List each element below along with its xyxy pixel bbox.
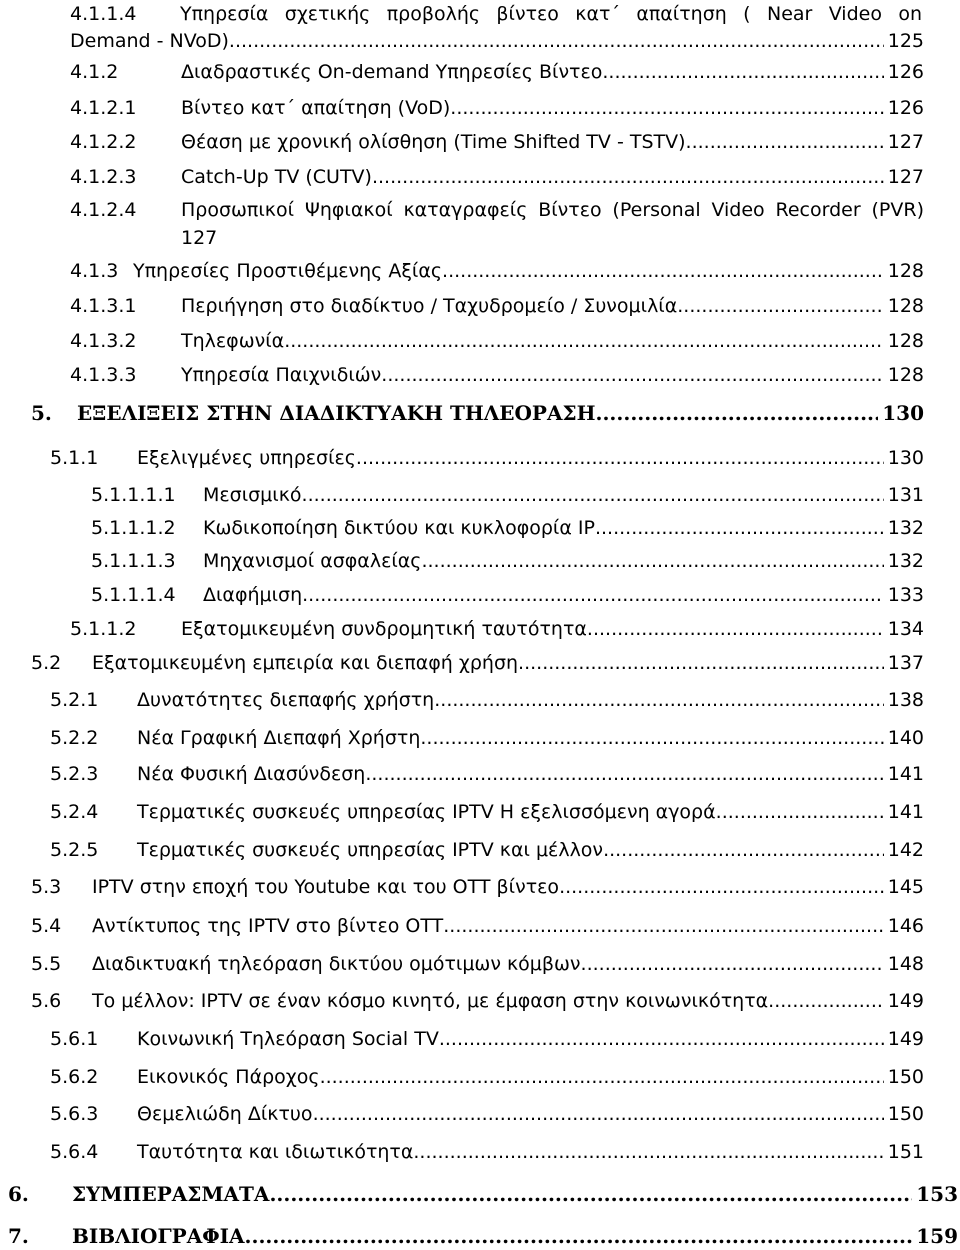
toc-entry-number: 5.1.1 [50, 447, 99, 469]
toc-chapter [8, 1222, 958, 1250]
toc-entry-page: 128 [887, 295, 924, 317]
dot-leader [439, 1025, 884, 1053]
toc-entry-title: Ταυτότητα και ιδιωτικότητα [137, 1141, 414, 1163]
toc-entry-title: Το μέλλον: IPTV σε έναν κόσμο κινητό, με έμφαση στην κοινωνικότητα [92, 990, 769, 1012]
toc-entry [91, 581, 924, 609]
dot-leader [245, 1222, 913, 1250]
dot-leader [768, 987, 884, 1015]
toc-entry [50, 1138, 924, 1166]
toc-entry-title: Κοινωνική Τηλεόραση Social TV [137, 1028, 439, 1050]
toc-entry-page: 141 [887, 763, 924, 785]
toc-entry-number: 5.2.5 [50, 839, 99, 861]
toc-entry-page: 126 [887, 61, 924, 83]
dot-leader [420, 724, 883, 752]
dot-leader [686, 128, 884, 156]
toc-entry-title: Εξατομικευμένη συνδρομητική ταυτότητα [181, 618, 587, 640]
toc-entry [31, 649, 924, 677]
toc-entry [70, 257, 924, 285]
toc-entry-page: 127 [887, 131, 924, 153]
toc-entry [31, 912, 924, 940]
toc-entry-page: 126 [887, 97, 924, 119]
toc-entry-title: Τερματικές συσκευές υπηρεσίας IPTV και μέλλον [137, 839, 604, 861]
toc-entry [50, 760, 924, 788]
toc-entry-number: 5. [31, 401, 52, 425]
toc-entry-title: ΣΥΜΠΕΡΑΣΜΑΤΑ [72, 1182, 270, 1206]
toc-entry-number: 5.1.1.1.3 [91, 550, 176, 572]
toc-entry-page: 132 [887, 517, 924, 539]
toc-entry-number: 5.1.1.2 [70, 618, 137, 640]
dot-leader [450, 94, 883, 122]
toc-entry-title: Διαδικτυακή τηλεόραση δικτύου ομότιμων κόμβων [92, 953, 581, 975]
toc-entry-title: Δυνατότητες διεπαφής χρήστη [137, 689, 435, 711]
toc-entry [70, 361, 924, 389]
toc-entry-number: 5.2.1 [50, 689, 99, 711]
dot-leader [365, 760, 883, 788]
toc-entry-title: Τηλεφωνία [181, 330, 285, 352]
toc-entry-number: 5.6.2 [50, 1066, 99, 1088]
toc-entry-title: ΕΞΕΛΙΞΕΙΣ ΣΤΗΝ ΔΙΑΔΙΚΤΥΑΚΗ ΤΗΛΕΟΡΑΣΗ [77, 401, 596, 425]
dot-leader [269, 1180, 912, 1208]
toc-entry-title: Υπηρεσία σχετικής προβολής βίντεο κατ΄ απαίτηση ( Near Video on [180, 3, 922, 25]
dot-leader [596, 399, 879, 427]
toc-entry-title: Εξατομικευμένη εμπειρία και διεπαφή χρήση [92, 652, 519, 674]
toc-entry-title: Υπηρεσίες Προστιθέμενης Αξίας [133, 260, 443, 282]
toc-entry-title: Νέα Γραφική Διεπαφή Χρήστη [137, 727, 421, 749]
dot-leader [372, 163, 884, 191]
dot-leader [581, 950, 884, 978]
toc-entry-number: 4.1.3.1 [70, 295, 137, 317]
toc-entry-page: 140 [887, 727, 924, 749]
toc-entry [70, 292, 924, 320]
toc-chapter [8, 1180, 958, 1208]
toc-entry-page: 130 [882, 401, 924, 425]
toc-entry-number: 5.6 [31, 990, 62, 1012]
dot-leader [518, 649, 884, 677]
toc-entry-number: 5.6.1 [50, 1028, 99, 1050]
toc-entry [70, 615, 924, 643]
toc-entry-title: Εξελιγμένες υπηρεσίες [137, 447, 356, 469]
toc-entry-number: 5.2.3 [50, 763, 99, 785]
dot-leader [603, 836, 884, 864]
dot-leader [587, 615, 884, 643]
dot-leader [716, 798, 884, 826]
toc-entry-number: 5.6.4 [50, 1141, 99, 1163]
toc-entry-page: 128 [887, 260, 924, 282]
dot-leader [421, 547, 883, 575]
toc-entry-title: Υπηρεσία Παιχνιδιών [181, 364, 382, 386]
dot-leader [442, 257, 884, 285]
toc-entry-page: 132 [887, 550, 924, 572]
toc-entry [91, 481, 924, 509]
toc-entry [31, 873, 924, 901]
toc-entry-title: Νέα Φυσική Διασύνδεση [137, 763, 366, 785]
toc-entry [70, 196, 924, 224]
toc-entry-title: Μηχανισμοί ασφαλείας [203, 550, 422, 572]
dot-leader [229, 27, 884, 55]
toc-entry [31, 950, 924, 978]
dot-leader [559, 873, 884, 901]
toc-entry-title: Κωδικοποίηση δικτύου και κυκλοφορία IP [203, 517, 595, 539]
toc-entry-page: 130 [887, 447, 924, 469]
toc-entry-title: Μεσισμικό [203, 484, 302, 506]
toc-entry [70, 58, 924, 86]
toc-entry-page: 148 [887, 953, 924, 975]
toc-entry-number: 7. [8, 1224, 29, 1248]
dot-leader [302, 481, 884, 509]
toc-entry-title: Θέαση με χρονική ολίσθηση (Time Shifted TV - TSTV) [181, 131, 686, 153]
toc-entry-number: 4.1.2.4 [70, 199, 137, 221]
toc-entry-number: 5.4 [31, 915, 62, 937]
toc-entry-page: 127 [887, 166, 924, 188]
toc-entry [91, 547, 924, 575]
toc-entry-title: Περιήγηση στο διαδίκτυο / Ταχυδρομείο / Συνομιλία [181, 295, 678, 317]
dot-leader [381, 361, 883, 389]
toc-entry-page: 150 [887, 1066, 924, 1088]
dot-leader [313, 1100, 884, 1128]
toc-entry-continuation [70, 27, 924, 55]
toc-entry-page: 125 [887, 30, 924, 52]
toc-entry-page-wrapped [181, 224, 217, 252]
toc-entry-page: 127 [181, 227, 218, 249]
dot-leader [602, 58, 883, 86]
dot-leader [284, 327, 884, 355]
toc-entry-number: 5.1.1.1.2 [91, 517, 176, 539]
toc-entry-number: 5.2 [31, 652, 62, 674]
toc-entry-number: 5.5 [31, 953, 62, 975]
toc-entry-page: 149 [887, 990, 924, 1012]
toc-entry-number: 4.1.2.3 [70, 166, 137, 188]
toc-entry [50, 836, 924, 864]
dot-leader [595, 514, 884, 542]
toc-entry [70, 128, 924, 156]
toc-entry [50, 1100, 924, 1128]
toc-entry [91, 514, 924, 542]
toc-entry [31, 987, 924, 1015]
toc-entry-number: 6. [8, 1182, 29, 1206]
toc-entry [50, 724, 924, 752]
toc-entry-title: Demand - NVoD) [70, 30, 229, 52]
toc-entry [70, 94, 924, 122]
toc-entry-number: 4.1.2.1 [70, 97, 137, 119]
toc-entry-page: 149 [887, 1028, 924, 1050]
toc-entry [70, 0, 922, 28]
toc-entry [70, 163, 924, 191]
toc-entry-page: 137 [887, 652, 924, 674]
toc-entry [50, 444, 924, 472]
toc-entry-number: 4.1.3.2 [70, 330, 137, 352]
toc-entry-number: 4.1.1.4 [70, 3, 137, 25]
toc-entry-number: 4.1.2.2 [70, 131, 137, 153]
dot-leader [320, 1063, 884, 1091]
toc-entry-page: 134 [887, 618, 924, 640]
toc-entry [50, 798, 924, 826]
toc-entry-title: Διαδραστικές On-demand Υπηρεσίες Βίντεο [181, 61, 603, 83]
toc-entry-number: 5.6.3 [50, 1103, 99, 1125]
toc-chapter [31, 399, 924, 427]
dot-leader [443, 912, 883, 940]
toc-entry [70, 327, 924, 355]
toc-entry [50, 1063, 924, 1091]
toc-entry-page: 128 [887, 330, 924, 352]
toc-entry-title: Τερματικές συσκευές υπηρεσίας IPTV Η εξελισσόμενη αγορά [137, 801, 716, 823]
toc-entry-page: 138 [887, 689, 924, 711]
toc-entry-number: 4.1.2 [70, 61, 119, 83]
toc-entry-number: 4.1.3.3 [70, 364, 137, 386]
dot-leader [302, 581, 884, 609]
toc-entry-title: Εικονικός Πάροχος [137, 1066, 320, 1088]
toc-entry-title: Αντίκτυπος της IPTV στο βίντεο OTT [92, 915, 444, 937]
toc-entry-number: 5.2.4 [50, 801, 99, 823]
toc-entry-page: 150 [887, 1103, 924, 1125]
toc-entry-title: ΒΙΒΛΙΟΓΡΑΦΙΑ [72, 1224, 245, 1248]
toc-entry-title: Διαφήμιση [203, 584, 303, 606]
toc-entry-number: 4.1.3 [70, 260, 119, 282]
toc-entry-page: 145 [887, 876, 924, 898]
toc-entry-number: 5.2.2 [50, 727, 99, 749]
dot-leader [356, 444, 884, 472]
toc-entry-page: 133 [887, 584, 924, 606]
toc-entry-page: 146 [887, 915, 924, 937]
toc-entry-page: 159 [916, 1224, 958, 1248]
dot-leader [413, 1138, 883, 1166]
toc-entry-title: Catch-Up TV (CUTV) [181, 166, 372, 188]
toc-entry-title: Βίντεο κατ΄ απαίτηση (VoD) [181, 97, 451, 119]
toc-entry-title: Θεμελιώδη Δίκτυο [137, 1103, 313, 1125]
toc-entry-page: 153 [916, 1182, 958, 1206]
toc-entry-page: 128 [887, 364, 924, 386]
toc-entry-title: IPTV στην εποχή του Youtube και του OTT βίντεο [92, 876, 560, 898]
toc-entry-page: 141 [887, 801, 924, 823]
toc-entry-number: 5.3 [31, 876, 62, 898]
dot-leader [677, 292, 883, 320]
toc-entry-page: 142 [887, 839, 924, 861]
toc-entry-number: 5.1.1.1.1 [91, 484, 176, 506]
toc-entry [50, 1025, 924, 1053]
dot-leader [434, 686, 884, 714]
toc-entry-page: 151 [887, 1141, 924, 1163]
toc-entry-page: 131 [887, 484, 924, 506]
toc-entry-title: Προσωπικοί Ψηφιακοί καταγραφείς Βίντεο (Personal Video Recorder (PVR) [181, 199, 924, 221]
toc-entry-number: 5.1.1.1.4 [91, 584, 176, 606]
toc-entry [50, 686, 924, 714]
